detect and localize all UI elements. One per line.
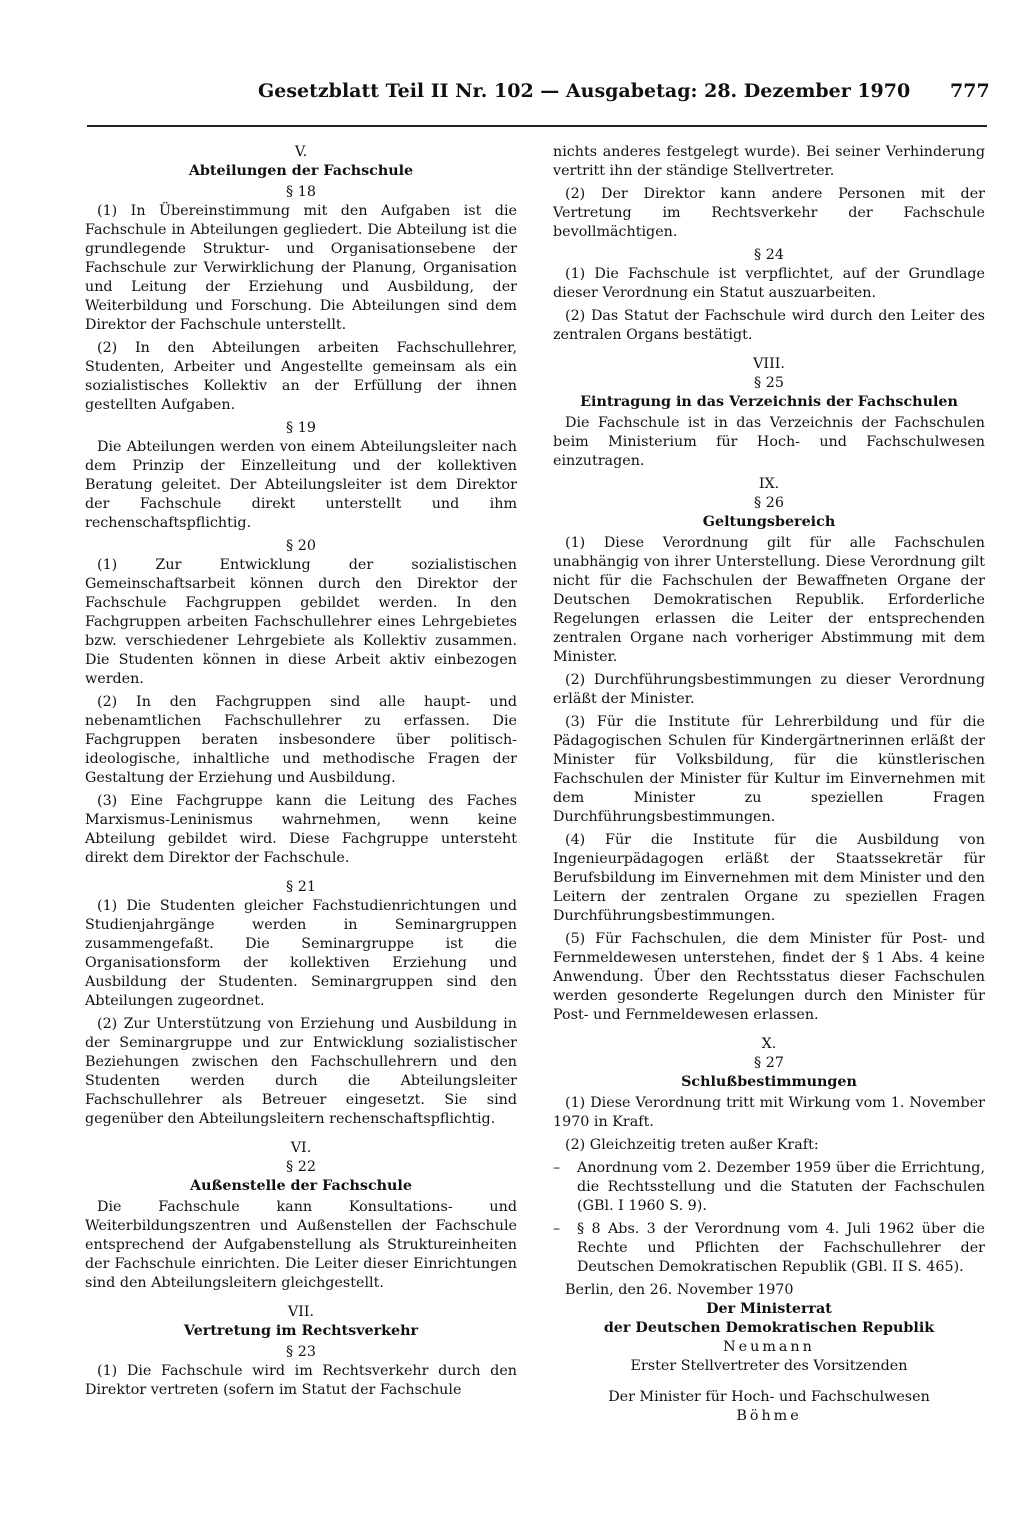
paragraph: (1) Die Fachschule ist verpflichtet, auf der Grundlage dieser Verordnung ein Statut auszuarbeiten. <box>553 266 985 301</box>
section-18: § 18 <box>286 184 316 200</box>
repealed-item: – Anordnung vom 2. Dezember 1959 über die Errichtung, die Rechtsstellung und die Statuten der Fachschulen (GBl. I 1960 S. 9). <box>553 1159 985 1216</box>
signatory-name: Neumann <box>723 1339 815 1355</box>
section-23: § 23 <box>286 1344 316 1360</box>
repealed-item: – § 8 Abs. 3 der Verordnung vom 4. Juli 1962 über die Rechte und Pflichten der Fachschullehrer der Deutschen Demokratischen Republik (GBl. II S. 465). <box>553 1220 985 1277</box>
part-title-vi: Außenstelle der Fachschule <box>190 1178 412 1194</box>
part-heading-vi: VI. <box>290 1140 312 1156</box>
section-24: § 24 <box>754 247 784 263</box>
paragraph: (2) Das Statut der Fachschule wird durch den Leiter des zentralen Organs bestätigt. <box>553 308 985 343</box>
part-title-ix: Geltungsbereich <box>702 514 836 530</box>
paragraph: (1) Die Studenten gleicher Fachstudienrichtungen und Studienjahrgänge werden in Seminargruppen zusammengefaßt. Die Seminargruppe ist die Organisationsform der kollektiven Erziehung und Ausbildung der Studenten. Seminargruppen sind den Abteilungen zugeordnet. <box>85 898 517 1009</box>
section-26: § 26 <box>754 495 784 511</box>
page-header <box>0 80 1024 120</box>
section-21: § 21 <box>286 879 316 895</box>
paragraph: (5) Für Fachschulen, die dem Minister für Post- und Fernmeldewesen unterstehen, findet der § 1 Abs. 4 keine Anwendung. Über den Rechtsstatus dieser Fachschulen werden gesonderte Regelungen durch den Minister für Post- und Fernmeldewesen erlassen. <box>553 931 985 1023</box>
paragraph: (1) Zur Entwicklung der sozialistischen Gemeinschaftsarbeit können durch den Direktor der Fachschule Fachgruppen gebildet werden. In den Fachgruppen arbeiten Fachschullehrer eines Lehrgebietes bzw. verschiedener Lehrgebiete als Kollektiv zusammen. Die Studenten können in diese Arbeit aktiv einbezogen werden. <box>85 557 517 687</box>
paragraph: Die Fachschule ist in das Verzeichnis der Fachschulen beim Ministerium für Hoch- und Fachschulwesen einzutragen. <box>553 415 985 469</box>
gazette-title: Gesetzblatt Teil II Nr. 102 — Ausgabetag: 28. Dezember 1970 <box>258 80 911 102</box>
page-number: 777 <box>950 80 990 102</box>
paragraph: (1) Die Fachschule wird im Rechtsverkehr durch den Direktor vertreten (sofern im Statut der Fachschule <box>85 1363 517 1398</box>
part-heading-x: X. <box>761 1036 777 1052</box>
part-heading-ix: IX. <box>758 476 780 492</box>
part-title-viii: Eintragung in das Verzeichnis der Fachschulen <box>580 394 958 410</box>
signatory-organ: Der Ministerrat <box>706 1301 832 1317</box>
section-19: § 19 <box>286 420 316 436</box>
section-20: § 20 <box>286 538 316 554</box>
paragraph: (2) Durchführungsbestimmungen zu dieser Verordnung erläßt der Minister. <box>553 672 985 707</box>
paragraph: (1) Diese Verordnung tritt mit Wirkung vom 1. November 1970 in Kraft. <box>553 1095 985 1130</box>
paragraph: Die Fachschule kann Konsultations- und Weiterbildungszentren und Außenstellen der Fachschule entsprechend der Aufgabenstellung als Struktureinheiten der Fachschule einrichten. Die Leiter dieser Einrichtungen sind den Abteilungsleitern gleichgestellt. <box>85 1199 517 1291</box>
part-heading-viii: VIII. <box>753 356 785 372</box>
paragraph: (4) Für die Institute für die Ausbildung von Ingenieurpädagogen erläßt der Staatssekretär für Berufsbildung im Einvernehmen mit dem Minister und den Leitern der zentralen Organe zu speziellen Fragen Durchführungsbestimmungen. <box>553 832 985 924</box>
paragraph: (2) Zur Unterstützung von Erziehung und Ausbildung in der Seminargruppe und zur Entwicklung sozialistischer Beziehungen zwischen den Fachschullehrern und den Studenten werden durch die Abteilungsleiter Fachschullehrer als Betreuer eingesetzt. Sie sind gegenüber den Abteilungsleitern rechenschaftspflichtig. <box>85 1016 517 1127</box>
paragraph: (3) Eine Fachgruppe kann die Leitung des Faches Marxismus-Leninismus wahrnehmen, wenn keine Abteilung gebildet wird. Diese Fachgruppe untersteht direkt dem Direktor der Fachschule. <box>85 793 517 866</box>
place-date: Berlin, den 26. November 1970 <box>565 1282 794 1298</box>
header-divider <box>87 125 987 127</box>
part-title-v: Abteilungen der Fachschule <box>188 163 414 179</box>
section-22: § 22 <box>286 1159 316 1175</box>
paragraph: Die Abteilungen werden von einem Abteilungsleiter nach dem Prinzip der Einzelleitung und der kollektiven Beratung geleitet. Der Abteilungsleiter ist dem Direktor der Fachschule direkt unterstellt und ihm rechenschaftspflichtig. <box>85 439 517 531</box>
part-heading-vii: VII. <box>287 1304 315 1320</box>
right-column <box>553 143 985 1426</box>
paragraph: (3) Für die Institute für Lehrerbildung und für die Pädagogischen Schulen für Kindergärtnerinnen erläßt der Minister für Volksbildung, für die künstlerischen Fachschulen der Minister für Kultur im Einvernehmen mit dem Minister zu speziellen Fragen Durchführungsbestimmungen. <box>553 714 985 825</box>
minister-name: Böhme <box>736 1408 802 1424</box>
paragraph: (2) Der Direktor kann andere Personen mit der Vertretung im Rechtsverkehr der Fachschule bevollmächtigen. <box>553 186 985 240</box>
paragraph: (2) In den Fachgruppen sind alle haupt- und nebenamtlichen Fachschullehrer zu erfassen. Die Fachgruppen beraten insbesondere über politisch-ideologische, inhaltliche und methodische Fragen der Gestaltung der Erziehung und Ausbildung. <box>85 694 517 786</box>
signatory-title: Erster Stellvertreter des Vorsitzenden <box>630 1358 908 1374</box>
paragraph: (2) Gleichzeitig treten außer Kraft: <box>565 1137 819 1153</box>
signatory-organ-line-2: der Deutschen Demokratischen Republik <box>603 1320 935 1336</box>
section-27: § 27 <box>754 1055 784 1071</box>
part-heading-v: V. <box>294 144 308 160</box>
minister-title: Der Minister für Hoch- und Fachschulwesen <box>608 1389 930 1405</box>
paragraph: (1) In Übereinstimmung mit den Aufgaben ist die Fachschule in Abteilungen gegliedert. Die Abteilung ist die grundlegende Struktur- und Organisationsebene der Fachschule zur Verwirklichung der Planung, Organisation und Leitung der Erziehung und Ausbildung, der Weiterbildung und Forschung. Die Abteilungen sind dem Direktor der Fachschule unterstellt. <box>85 203 517 333</box>
section-25: § 25 <box>754 375 784 391</box>
left-column <box>85 143 517 1404</box>
paragraph: (1) Diese Verordnung gilt für alle Fachschulen unabhängig von ihrer Unterstellung. Diese Verordnung gilt nicht für die Fachschulen der Bewaffneten Organe der Deutschen Demokratischen Republik. Erforderliche Regelungen erlassen die Leiter der entsprechenden zentralen Organe nach vorheriger Abstimmung mit dem Minister. <box>553 535 985 665</box>
part-title-vii: Vertretung im Rechtsverkehr <box>183 1323 419 1339</box>
paragraph-continued: nichts anderes festgelegt wurde). Bei seiner Verhinderung vertritt ihn der ständige Stellvertreter. <box>553 144 985 179</box>
part-title-x: Schlußbestimmungen <box>681 1074 857 1090</box>
paragraph: (2) In den Abteilungen arbeiten Fachschullehrer, Studenten, Arbeiter und Angestellte gemeinsam als ein sozialistisches Kollektiv an der Erfüllung der ihnen gestellten Aufgaben. <box>85 340 517 413</box>
